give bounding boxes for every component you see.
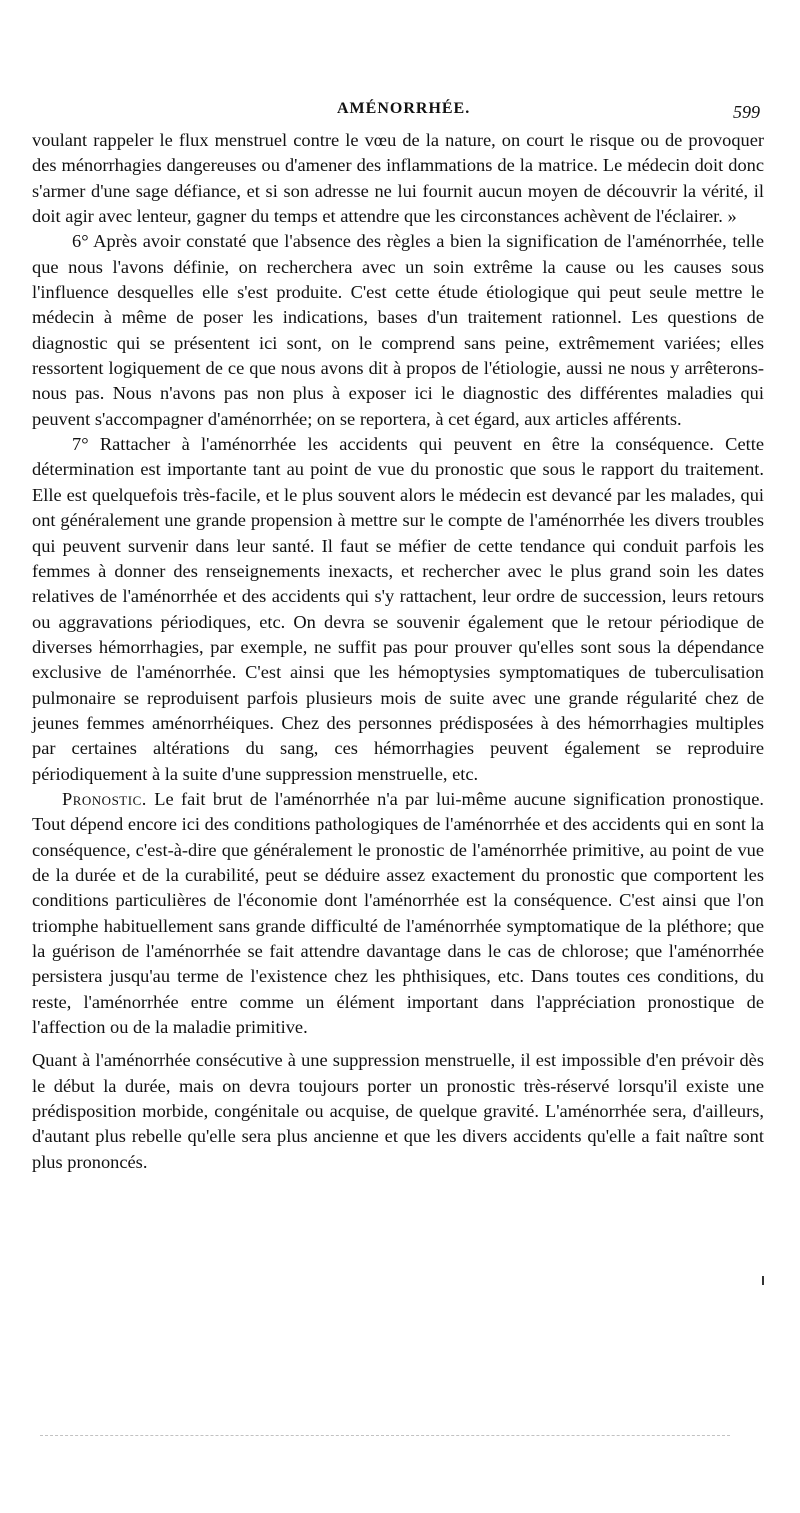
page-number: 599 [733, 102, 760, 122]
paragraph-gap [32, 1040, 764, 1048]
paragraph-continuation: voulant rappeler le flux menstruel contre le vœu de la nature, on court le risque ou de provoquer des ménorrhagies dangereuses ou d'amener des inflammations de la matrice. Le médecin doit donc s'armer d'une sage défiance, et si son adresse ne lui fournit aucun moyen de découvrir la vérité, il doit agir avec lenteur, gagner du temps et attendre que les circonstances achèvent de l'éclairer. » [32, 130, 764, 227]
body-text [32, 128, 764, 1175]
paragraph-item-7: 7° Rattacher à l'aménorrhée les accidents qui peuvent en être la conséquence. Cette détermination est importante tant au point de vue du pronostic que sous le rapport du traitement. Elle est quelquefois très-facile, et le plus souvent alors le médecin est devancé par les malades, qui ont généralement une grande propension à mettre sur le compte de l'aménorrhée les divers troubles qui peuvent survenir dans leur santé. Il faut se méfier de cette tendance qui conduit parfois les femmes à donner des renseignements inexacts, et rechercher avec le plus grand soin les dates relatives de l'aménorrhée et des accidents qui s'y rattachent, leur ordre de succession, leurs retours ou aggravations périodiques, etc. On devra se souvenir également que le retour périodique de diverses hémorrhagies, par exemple, ne suffit pas pour prouver qu'elles sont sous la dépendance exclusive de l'aménorrhée. C'est ainsi que les hémoptysies symptomatiques de tuberculisation pulmonaire se reproduisent parfois plusieurs mois de suite avec une grande régularité chez de jeunes femmes aménorrhéiques. Chez des personnes prédisposées à des hémorrhagies multiples par certaines altérations du sang, ces hémorrhagies peuvent également se reproduire périodiquement à la suite d'une suppression menstruelle, etc. [32, 434, 764, 784]
paragraph-item-6: 6° Après avoir constaté que l'absence des règles a bien la signification de l'aménorrhée, telle que nous l'avons définie, on recherchera avec un soin extrême la cause ou les causes sous l'influence desquelles elle s'est produite. C'est cette étude étiologique qui peut seule mettre le médecin à même de poser les indications, bases d'un traitement rationnel. Les questions de diagnostic qui se présentent ici sont, on le comprend sans peine, extrêmement variées; elles ressortent logiquement de ce que nous avons dit à propos de l'étiologie, aussi ne nous y arrêterons-nous pas. Nous n'avons pas non plus à exposer ici le diagnostic des différentes maladies qui peuvent s'accompagner d'aménorrhée; on se reportera, à cet égard, aux articles afférents. [32, 231, 764, 429]
paragraph-prognosis [32, 787, 764, 1040]
running-header [0, 100, 800, 124]
prognosis-text: Le fait brut de l'aménorrhée n'a par lui-même aucune signification pronostique. Tout dépend encore ici des conditions pathologiques de l'aménorrhée et des accidents qui en sont la conséquence, c'est-à-dire que généralement le pronostic de l'aménorrhée primitive, au point de vue de la durée et de la curabilité, peut se déduire assez exactement du pronostic que comportent les conditions particulières de l'économie dont l'aménorrhée est la conséquence. C'est ainsi que l'on triomphe habituellement sans grande difficulté de l'aménorrhée symptomatique de la pléthore; que la guérison de l'aménorrhée se fait attendre davantage dans le cas de chlorose; que l'aménorrhée persistera jusqu'au terme de l'existence chez les phthisiques, etc. Dans toutes ces conditions, du reste, l'aménorrhée entre comme un élément important dans l'appréciation pronostique de l'affection ou de la maladie primitive. [32, 788, 764, 1038]
running-title: AMÉNORRHÉE. [337, 100, 471, 117]
paragraph-consecutive-amenorrhea: Quant à l'aménorrhée consécutive à une suppression menstruelle, il est impossible d'en prévoir dès le début la durée, mais on devra toujours porter un pronostic très-réservé lorsqu'il existe une prédisposition morbide, congénitale ou acquise, de quelque gravité. L'aménorrhée sera, d'ailleurs, d'autant plus rebelle qu'elle sera plus ancienne et que les divers accidents qu'elle a fait naître sont plus prononcés. [32, 1050, 764, 1172]
margin-mark [762, 1276, 764, 1285]
bottom-rule [40, 1435, 730, 1436]
prognosis-heading: Pronostic. [62, 788, 147, 809]
